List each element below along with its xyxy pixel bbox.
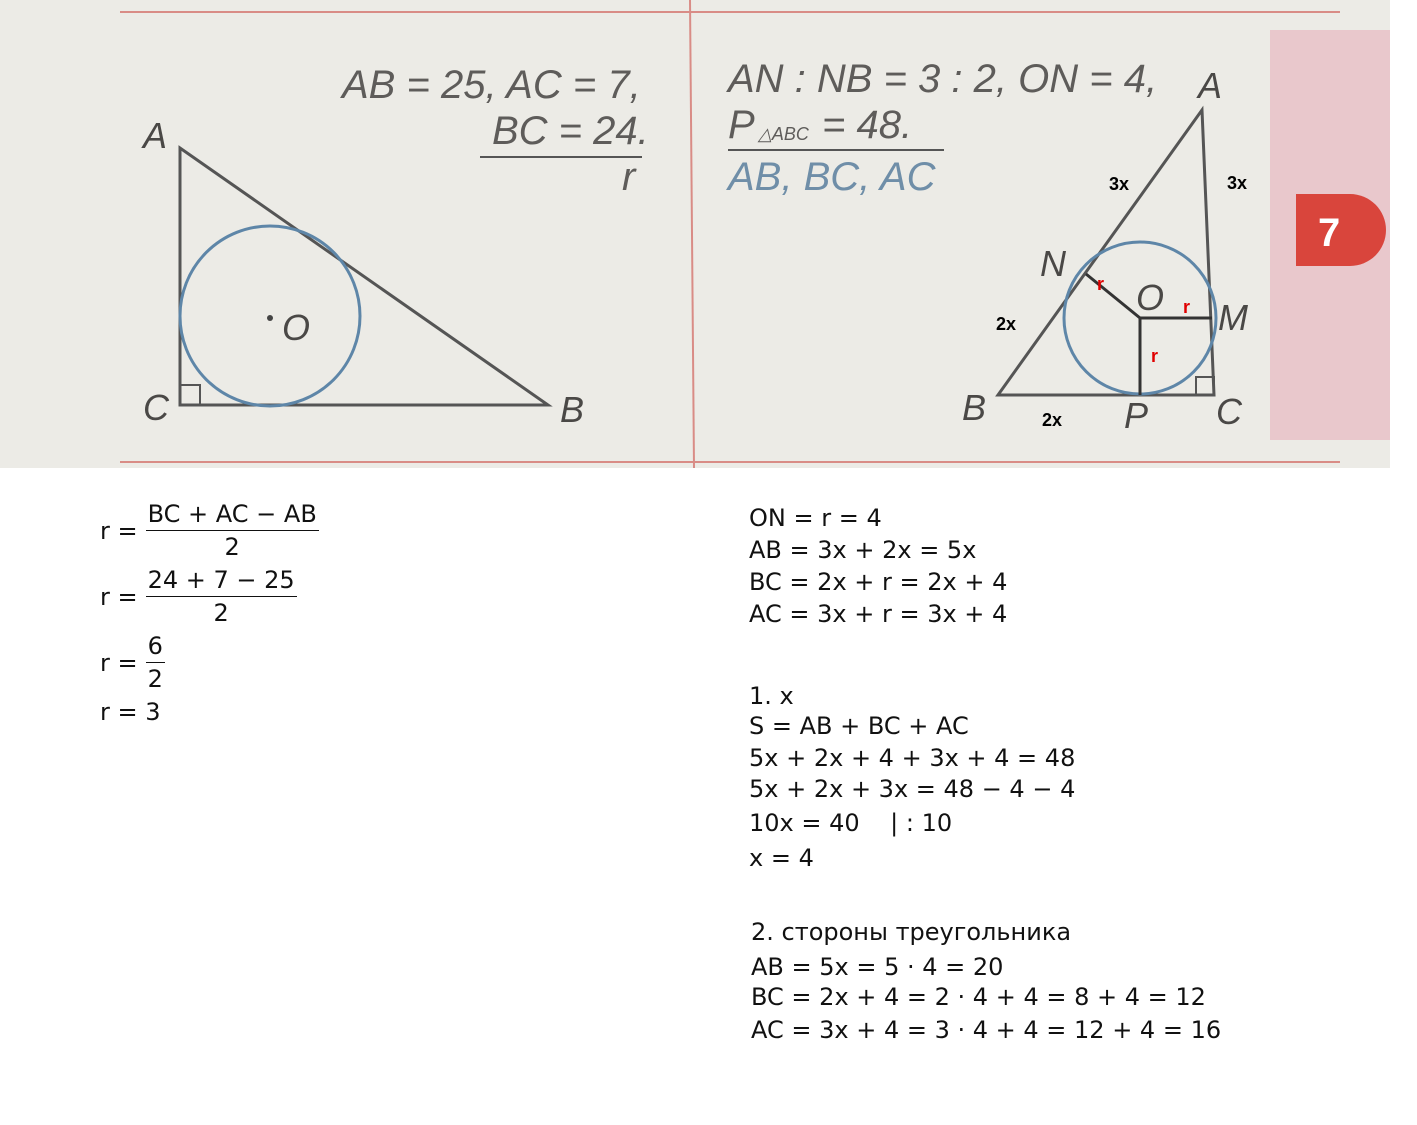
left-given-line2: BC = 24. (492, 109, 649, 153)
fraction-numerator: 24 + 7 − 25 (146, 566, 297, 597)
equation-line: ON = r = 4 (749, 504, 882, 532)
step-heading: 1. x (749, 682, 794, 710)
right-find: AB, BC, AC (728, 155, 936, 199)
result-row: r = 3 (100, 698, 161, 726)
equation-line: 5x + 2x + 4 + 3x + 4 = 48 (749, 744, 1076, 772)
right-vertex-B: B (962, 387, 987, 428)
textbook-photo (0, 0, 1390, 468)
equation-line: x = 4 (749, 844, 814, 872)
right-given-line1: AN : NB = 3 : 2, ON = 4, (728, 57, 1158, 101)
segment-label-AM: 3x (1227, 173, 1248, 193)
fraction-numerator: BC + AC − AB (146, 500, 319, 531)
left-vertex-B: B (560, 389, 585, 430)
page-tab (1296, 194, 1386, 266)
textbook-illustration (0, 0, 1390, 468)
simplified-lhs: r = (100, 648, 138, 677)
right-vertex-C: C (1216, 391, 1242, 432)
segment-label-NB: 2x (996, 314, 1017, 334)
equation-line: BC = 2x + 4 = 2 · 4 + 4 = 8 + 4 = 12 (751, 983, 1206, 1011)
equation-line: BC = 2x + r = 2x + 4 (749, 568, 1008, 596)
segment-label-AN: 3x (1109, 174, 1130, 194)
right-vertex-N: N (1040, 243, 1066, 284)
segment-label-BP: 2x (1042, 410, 1063, 430)
simplified-row (100, 632, 165, 693)
substitution-row (100, 566, 297, 627)
equation-line: AB = 5x = 5 · 4 = 20 (751, 953, 1004, 981)
equation-line: S = AB + BC + AC (749, 712, 969, 740)
right-center-O: O (1136, 277, 1165, 318)
right-vertex-A: A (1198, 65, 1223, 106)
right-given-line2-rest: = 48. (822, 103, 913, 147)
radius-label-ON: r (1097, 274, 1105, 294)
substitution-lhs: r = (100, 582, 138, 611)
fraction-denominator: 2 (213, 599, 229, 627)
page-tab-number: 7 (1318, 211, 1341, 255)
right-given-line2-sub: △ABC (758, 124, 809, 144)
left-solution (100, 500, 500, 740)
radius-label-OP: r (1151, 346, 1159, 366)
left-vertex-C: C (143, 387, 169, 428)
right-vertex-P: P (1124, 395, 1149, 436)
equation-line: AB = 3x + 2x = 5x (749, 536, 977, 564)
fraction (146, 500, 319, 561)
fraction-numerator: 6 (146, 632, 165, 663)
left-given-line1: AB = 25, AC = 7, (342, 63, 641, 107)
fraction-denominator: 2 (147, 665, 163, 693)
equation-line: 10x = 40 | : 10 (749, 809, 953, 837)
equation-line: AC = 3x + r = 3x + 4 (749, 600, 1008, 628)
step-heading: 2. стороны треугольника (751, 918, 1072, 946)
equation-line: AC = 3x + 4 = 3 · 4 + 4 = 12 + 4 = 16 (751, 1016, 1222, 1044)
center-dot (267, 315, 273, 321)
fraction (146, 632, 165, 693)
formula-lhs: r = (100, 516, 138, 545)
radius-label-OM: r (1183, 297, 1191, 317)
left-center-O: O (282, 307, 311, 348)
left-find: r (622, 155, 636, 199)
right-given-line2-P: P (728, 103, 755, 147)
right-vertex-M: M (1218, 297, 1248, 338)
left-vertex-A: A (143, 115, 168, 156)
formula-row (100, 500, 319, 561)
right-solution (749, 504, 1389, 1064)
equation-line: 5x + 2x + 3x = 48 − 4 − 4 (749, 775, 1076, 803)
fraction-denominator: 2 (224, 533, 240, 561)
fraction (146, 566, 297, 627)
